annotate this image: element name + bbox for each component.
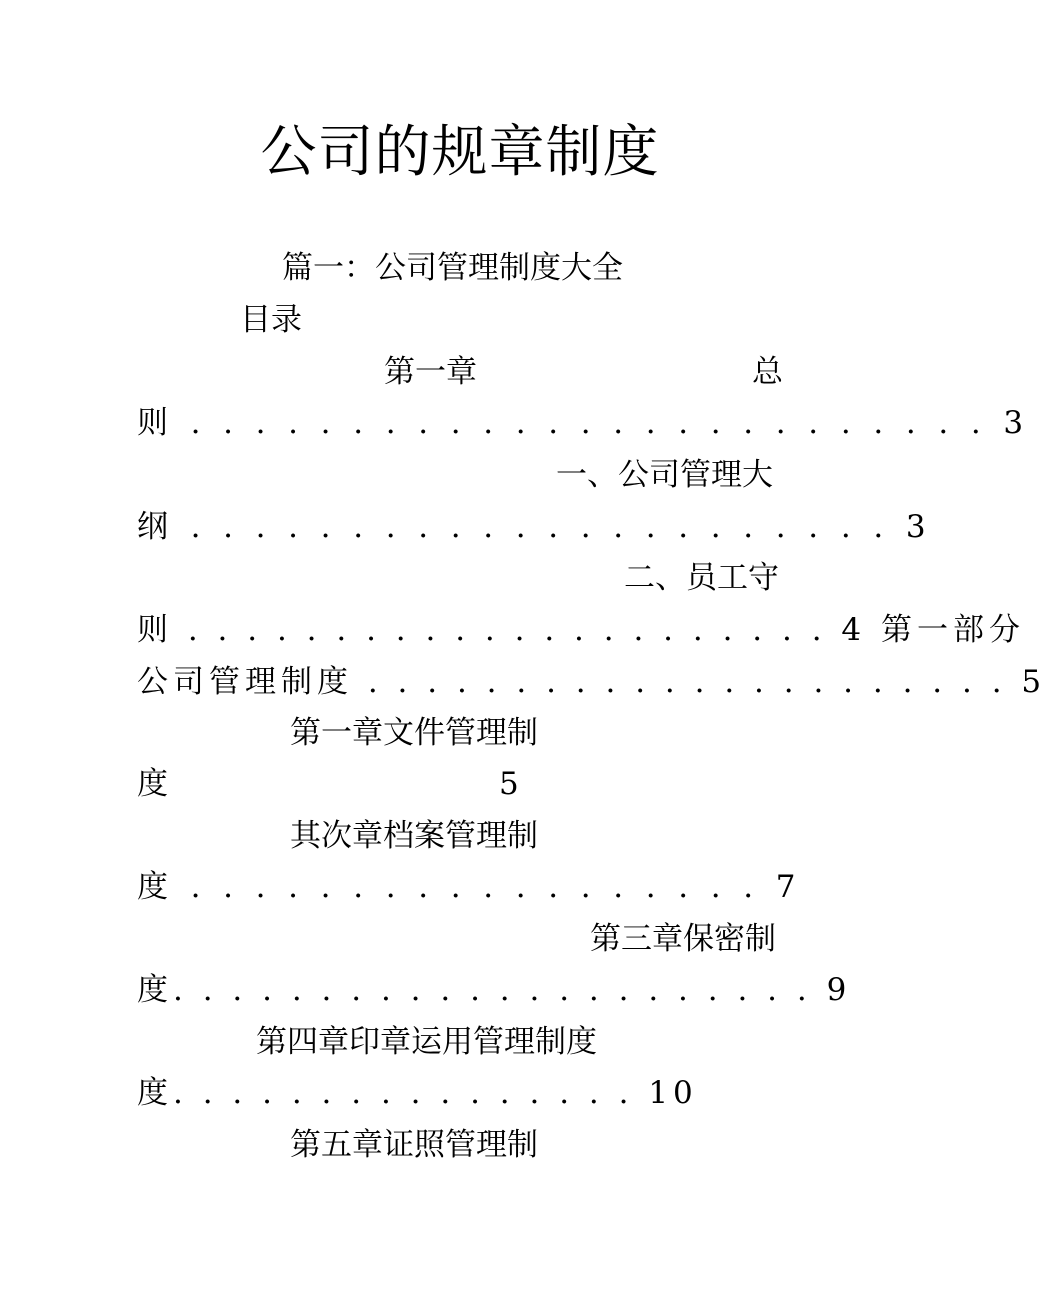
toc-line: 则 . . . . . . . . . . . . . . . . . . . . . . 4 第一部分	[137, 612, 1026, 648]
toc-line: 总	[752, 354, 783, 390]
toc-heading: 目录	[240, 302, 302, 338]
toc-line: 第四章印章运用管理制度	[256, 1024, 597, 1060]
toc-page-number: 5	[499, 766, 519, 802]
toc-line: 度. . . . . . . . . . . . . . . . . . . . . . 9	[137, 972, 852, 1008]
toc-line: 其次章档案管理制	[290, 818, 538, 854]
toc-line: 则 . . . . . . . . . . . . . . . . . . . . . . . . . 3	[137, 405, 1030, 441]
toc-line: 第一章文件管理制	[290, 715, 538, 751]
toc-line: 第五章证照管理制	[290, 1127, 538, 1163]
toc-line: 纲 . . . . . . . . . . . . . . . . . . . . . . 3	[137, 509, 932, 545]
toc-line: 度. . . . . . . . . . . . . . . . 10	[137, 1075, 698, 1111]
toc-line: 一、公司管理大	[556, 457, 773, 493]
toc-line: 二、员工守	[624, 560, 779, 596]
document-title: 公司的规章制度	[260, 120, 660, 185]
toc-line: 公司管理制度 . . . . . . . . . . . . . . . . . . . . . . 5	[137, 664, 1046, 700]
document-subtitle: 篇一：公司管理制度大全	[282, 250, 623, 286]
toc-line: 第一章	[384, 354, 477, 390]
toc-line: 第三章保密制	[590, 921, 776, 957]
toc-line: 度	[137, 766, 168, 802]
toc-line: 度 . . . . . . . . . . . . . . . . . . 7	[137, 869, 802, 905]
